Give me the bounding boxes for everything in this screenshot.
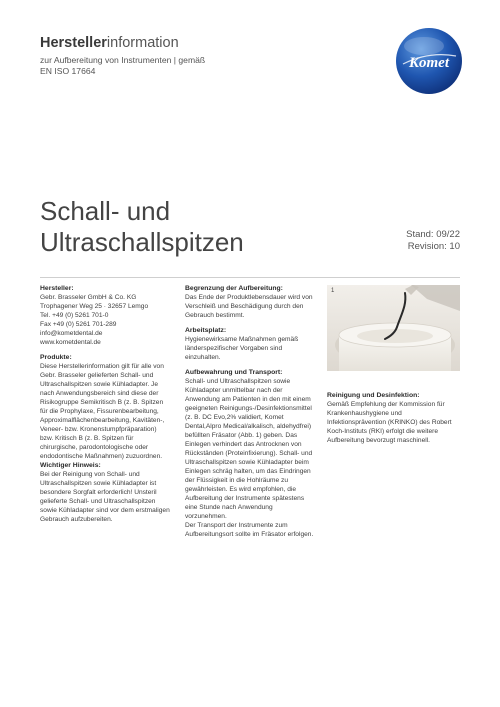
komet-logo xyxy=(394,26,464,96)
transport-text: Der Transport der Instrumente zum Aufbereitungsort sollte im Fräsator erfolgen. xyxy=(185,522,314,538)
fraesator-illustration xyxy=(327,285,460,371)
doc-type-title xyxy=(40,35,205,51)
begrenzung-text: Das Ende der Produktlebensdauer wird von Verschleiß und Beschädigung durch den Gebrauch bestimmt. xyxy=(185,294,313,319)
section-heading-arbeitsplatz: Arbeitsplatz: xyxy=(185,327,227,334)
column-middle xyxy=(185,284,316,545)
doc-subtitle-line2: EN ISO 17664 xyxy=(40,66,96,76)
page-title-line2: Ultraschallspitzen xyxy=(40,227,244,257)
hinweis-text: Bei der Reinigung von Schall- und Ultraschallspitzen sowie Kühladapter ist besondere Sorgfalt erforderlich! Unsteril gelieferte Schall- und Ultraschallspitzen sowie Kühladapter sind vor dem erstmaligen Gebrauch aufzubereiten. xyxy=(40,471,170,523)
document-header xyxy=(40,35,205,77)
address-phone: Tel. +49 (0) 5261 701-0 xyxy=(40,312,109,319)
page-title xyxy=(40,196,244,258)
section-heading-produkte: Produkte: xyxy=(40,354,72,361)
section-heading-hinweis: Wichtiger Hinweis: xyxy=(40,462,101,469)
address-company: Gebr. Brasseler GmbH & Co. KG xyxy=(40,294,137,301)
stand-date: Stand: 09/22 xyxy=(406,229,460,240)
address-website: www.kometdental.de xyxy=(40,339,101,346)
section-heading-aufbewahrung: Aufbewahrung und Transport: xyxy=(185,369,283,376)
address-street: Trophagener Weg 25 · 32657 Lemgo xyxy=(40,303,149,310)
divider xyxy=(40,277,460,278)
doc-subtitle xyxy=(40,55,205,77)
figure-number: 1 xyxy=(331,288,335,294)
revision-info xyxy=(406,229,460,253)
address-fax: Fax +49 (0) 5261 701-289 xyxy=(40,321,117,328)
aufbewahrung-text: Schall- und Ultraschallspitzen sowie Kühladapter unmittelbar nach der Anwendung am Patienten in den mit einem geeigneten Reinigungs-/Desinfektionsmittel (z. B. DC Evo,2% validiert, Komet Dental,Alpro Medical/alkalisch, aldehydfrei) befüllten Fräsator (Abb. 1) geben. Das Einlegen verhindert das Antrocknen von Rückständen (Proteinfixierung). Schall- und Ultraschallspitzen sowie Kühladapter beim Einlegen schräg halten, um das Eindringen der Flüssigkeit in die Hohlräume zu gewährleisten. Es wird empfohlen, die Aufbereitung der Instrumente spätestens eine Stunde nach Anwendung vorzunehmen. xyxy=(185,378,313,520)
section-heading-begrenzung: Begrenzung der Aufbereitung: xyxy=(185,285,283,292)
section-heading-reinigung: Reinigung und Desinfektion: xyxy=(327,392,420,399)
doc-type-light: information xyxy=(106,35,179,51)
doc-subtitle-line1: zur Aufbereitung von Instrumenten | gemäß xyxy=(40,55,206,65)
figure-1-photo xyxy=(327,285,460,371)
address-email: info@kometdental.de xyxy=(40,330,103,337)
produkte-text: Diese Herstellerinformation gilt für alle von Gebr. Brasseler gelieferten Schall- und Ultraschallspitzen sowie Kühladapter. Je nach Anwendungsbereich sind diese der Risikogruppe Semikritisch B (z. B. Spitzen für die Prophylaxe, Fissurenbearbeitung, Approximalflächenbearbeitung, Kavitäten-, Veneer- bzw. Kronenstumpfpräparation) bzw. Kritisch B (z. B. Spitzen für chirurgische, parodontologische oder endodontische Maßnahmen) zuzuordnen. xyxy=(40,363,165,460)
column-right xyxy=(327,391,460,451)
page-title-line1: Schall- und xyxy=(40,196,171,226)
revision-number: Revision: 10 xyxy=(407,241,460,252)
doc-type-bold: Hersteller xyxy=(40,35,107,51)
section-heading-hersteller: Hersteller: xyxy=(40,285,74,292)
manufacturer-address xyxy=(40,293,171,347)
arbeitsplatz-text: Hygienewirksame Maßnahmen gemäß länderspezifischer Vorgaben sind einzuhalten. xyxy=(185,336,299,361)
column-left xyxy=(40,284,171,530)
reinigung-text: Gemäß Empfehlung der Kommission für Krankenhaushygiene und Infektionsprävention (KRINKO) des Robert Koch-Instituts (RKI) erfolgt die weitere Aufbereitung bevorzugt maschinell. xyxy=(327,401,452,444)
logo-wordmark: Komet xyxy=(409,55,449,71)
